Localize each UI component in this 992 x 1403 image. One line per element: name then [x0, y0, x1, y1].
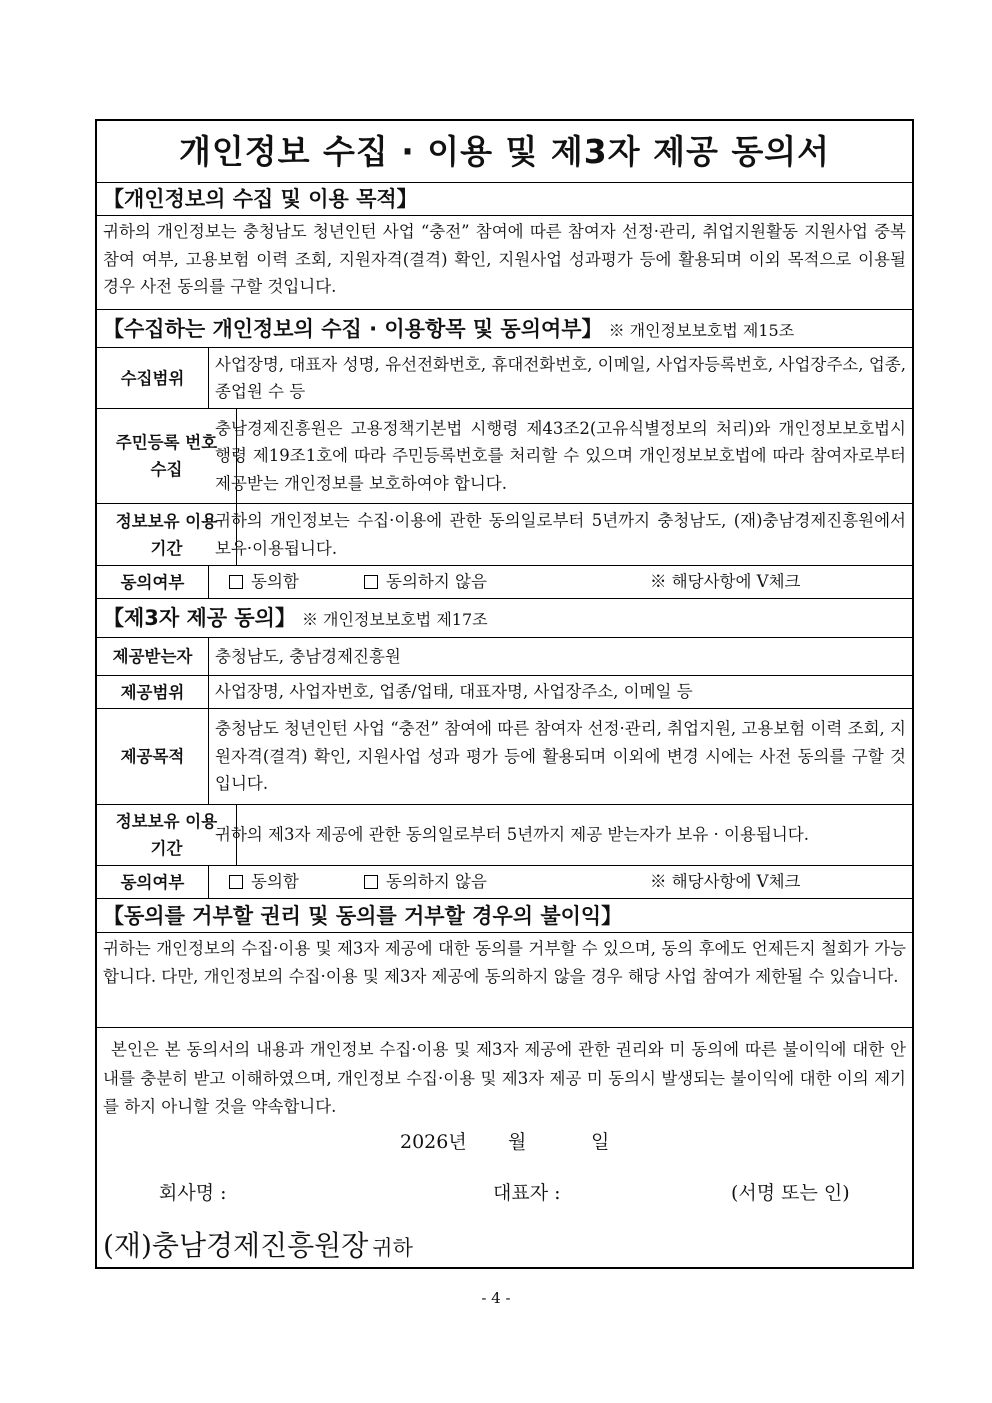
section-heading-third-party [97, 599, 912, 638]
consent-form [95, 119, 914, 1269]
company-name-label: 회사명 : [159, 1182, 227, 1204]
agree-label: 동의함 [251, 572, 299, 592]
consent-row [97, 866, 912, 899]
pledge-text: 본인은 본 동의서의 내용과 개인정보 수집·이용 및 제3자 제공에 관한 권리와 미 동의에 따른 불이익에 대한 안내를 충분히 받고 이해하였으며, 개인정보 수집·이용 및 제3자 제공 미 동의시 발생되는 불이익에 대한 이의 제기를 하지 아니할 것을 약속합니다. [103, 1040, 906, 1116]
disagree-label: 동의하지 않음 [386, 872, 487, 892]
row-label: 제공목적 [97, 709, 209, 804]
refusal-text: 귀하는 개인정보의 수집·이용 및 제3자 제공에 대한 동의를 거부할 수 있으며, 동의 후에도 언제든지 철회가 가능합니다. 다만, 개인정보의 수집·이용 및 제3자 제공에 동의하지 않을 경우 해당 사업 참여가 제한될 수 있습니다. [97, 933, 912, 1028]
section-heading-collection-title: 【수집하는 개인정보의 수집 · 이용항목 및 동의여부】 [103, 317, 603, 341]
row-label: 수집범위 [97, 348, 209, 408]
retention-period-text: 귀하의 개인정보는 수집·이용에 관한 동의일로부터 5년까지 충청남도, (재)충남경제진흥원에서 보유·이용됩니다. [215, 511, 906, 558]
signature-label: (서명 또는 인) [731, 1182, 850, 1204]
table-row [97, 805, 912, 866]
provision-purpose-text: 충청남도 청년인턴 사업 “충전” 참여에 따른 참여자 선정·관리, 취업지원, 고용보험 이력 조회, 지원자격(결격) 확인, 지원사업 성과 평가 등에 활용되며 이외에 변경 시에는 사전 동의를 구할 것입니다. [215, 719, 906, 794]
row-value [209, 504, 912, 565]
row-value [209, 709, 912, 804]
row-label: 제공받는자 [97, 638, 209, 675]
consent-options [209, 866, 912, 898]
row-label: 제공범위 [97, 676, 209, 708]
collection-scope-text: 사업장명, 대표자 성명, 유선전화번호, 휴대전화번호, 이메일, 사업자등록번호, 사업장주소, 업종, 종업원 수 등 [215, 354, 906, 401]
section-heading-collection [97, 310, 912, 348]
table-row [97, 504, 912, 566]
date-month: 월 [508, 1131, 527, 1153]
section-heading-refusal: 【동의를 거부할 권리 및 동의를 거부할 경우의 불이익】 [97, 899, 912, 933]
rrn-collection-text: 충남경제진흥원은 고용정책기본법 시행령 제43조2(고유식별정보의 처리)와 개인정보보호법시행령 제19조1호에 따라 주민등록번호를 처리할 수 있으며 개인정보보호법에 따라 참여자로부터 제공받는 개인정보를 보호하여야 합니다. [215, 418, 906, 493]
provision-scope-text: 사업장명, 사업자번호, 업종/업태, 대표자명, 사업장주소, 이메일 등 [215, 682, 693, 702]
representative-label: 대표자 : [493, 1182, 561, 1204]
row-value [209, 638, 912, 675]
row-label: 동의여부 [97, 866, 209, 898]
disagree-checkbox[interactable] [364, 575, 378, 589]
disagree-checkbox[interactable] [364, 875, 378, 889]
date-year: 2026년 [400, 1131, 467, 1153]
row-value [209, 409, 912, 503]
table-row [97, 709, 912, 805]
recipient-suffix: 귀하 [372, 1236, 413, 1260]
row-value [209, 348, 912, 408]
row-value [209, 805, 912, 865]
table-row [97, 676, 912, 709]
check-note: ※ 해당사항에 V체크 [650, 872, 801, 892]
row-label: 정보보유 이용기간 [97, 805, 237, 865]
consent-row [97, 566, 912, 599]
page-title: 개인정보 수집 · 이용 및 제3자 제공 동의서 [97, 121, 912, 183]
agree-checkbox[interactable] [229, 575, 243, 589]
row-value [209, 676, 912, 708]
section-heading-third-party-title: 【제3자 제공 동의】 [103, 606, 296, 630]
agree-label: 동의함 [251, 872, 299, 892]
table-row [97, 348, 912, 409]
row-label: 정보보유 이용기간 [97, 504, 237, 565]
recipient [103, 1224, 413, 1264]
date-day: 일 [591, 1131, 610, 1153]
agree-checkbox[interactable] [229, 875, 243, 889]
disagree-label: 동의하지 않음 [386, 572, 487, 592]
third-party-retention-text: 귀하의 제3자 제공에 관한 동의일로부터 5년까지 제공 받는자가 보유 · 이용됩니다. [215, 825, 809, 845]
recipient-text: 충청남도, 충남경제진흥원 [215, 646, 401, 666]
purpose-text: 귀하의 개인정보는 충청남도 청년인턴 사업 “충전” 참여에 따른 참여자 선정·관리, 취업지원활동 지원사업 중복참여 여부, 고용보험 이력 조회, 지원자격(결격) 확인, 지원사업 성과평가 등에 활용되며 이외 목적으로 이용될 경우 사전 동의를 구할 것입니다. [97, 216, 912, 310]
consent-options [209, 566, 912, 598]
row-label: 동의여부 [97, 566, 209, 598]
recipient-name: (재)충남경제진흥원장 [103, 1229, 369, 1262]
page-number: - 4 - [481, 1289, 511, 1307]
table-row [97, 638, 912, 676]
law-note-15: ※ 개인정보보호법 제15조 [608, 321, 795, 340]
table-row [97, 409, 912, 504]
check-note: ※ 해당사항에 V체크 [650, 572, 801, 592]
section-heading-purpose: 【개인정보의 수집 및 이용 목적】 [97, 183, 912, 216]
law-note-17: ※ 개인정보보호법 제17조 [301, 610, 488, 629]
row-label: 주민등록 번호수집 [97, 409, 237, 503]
